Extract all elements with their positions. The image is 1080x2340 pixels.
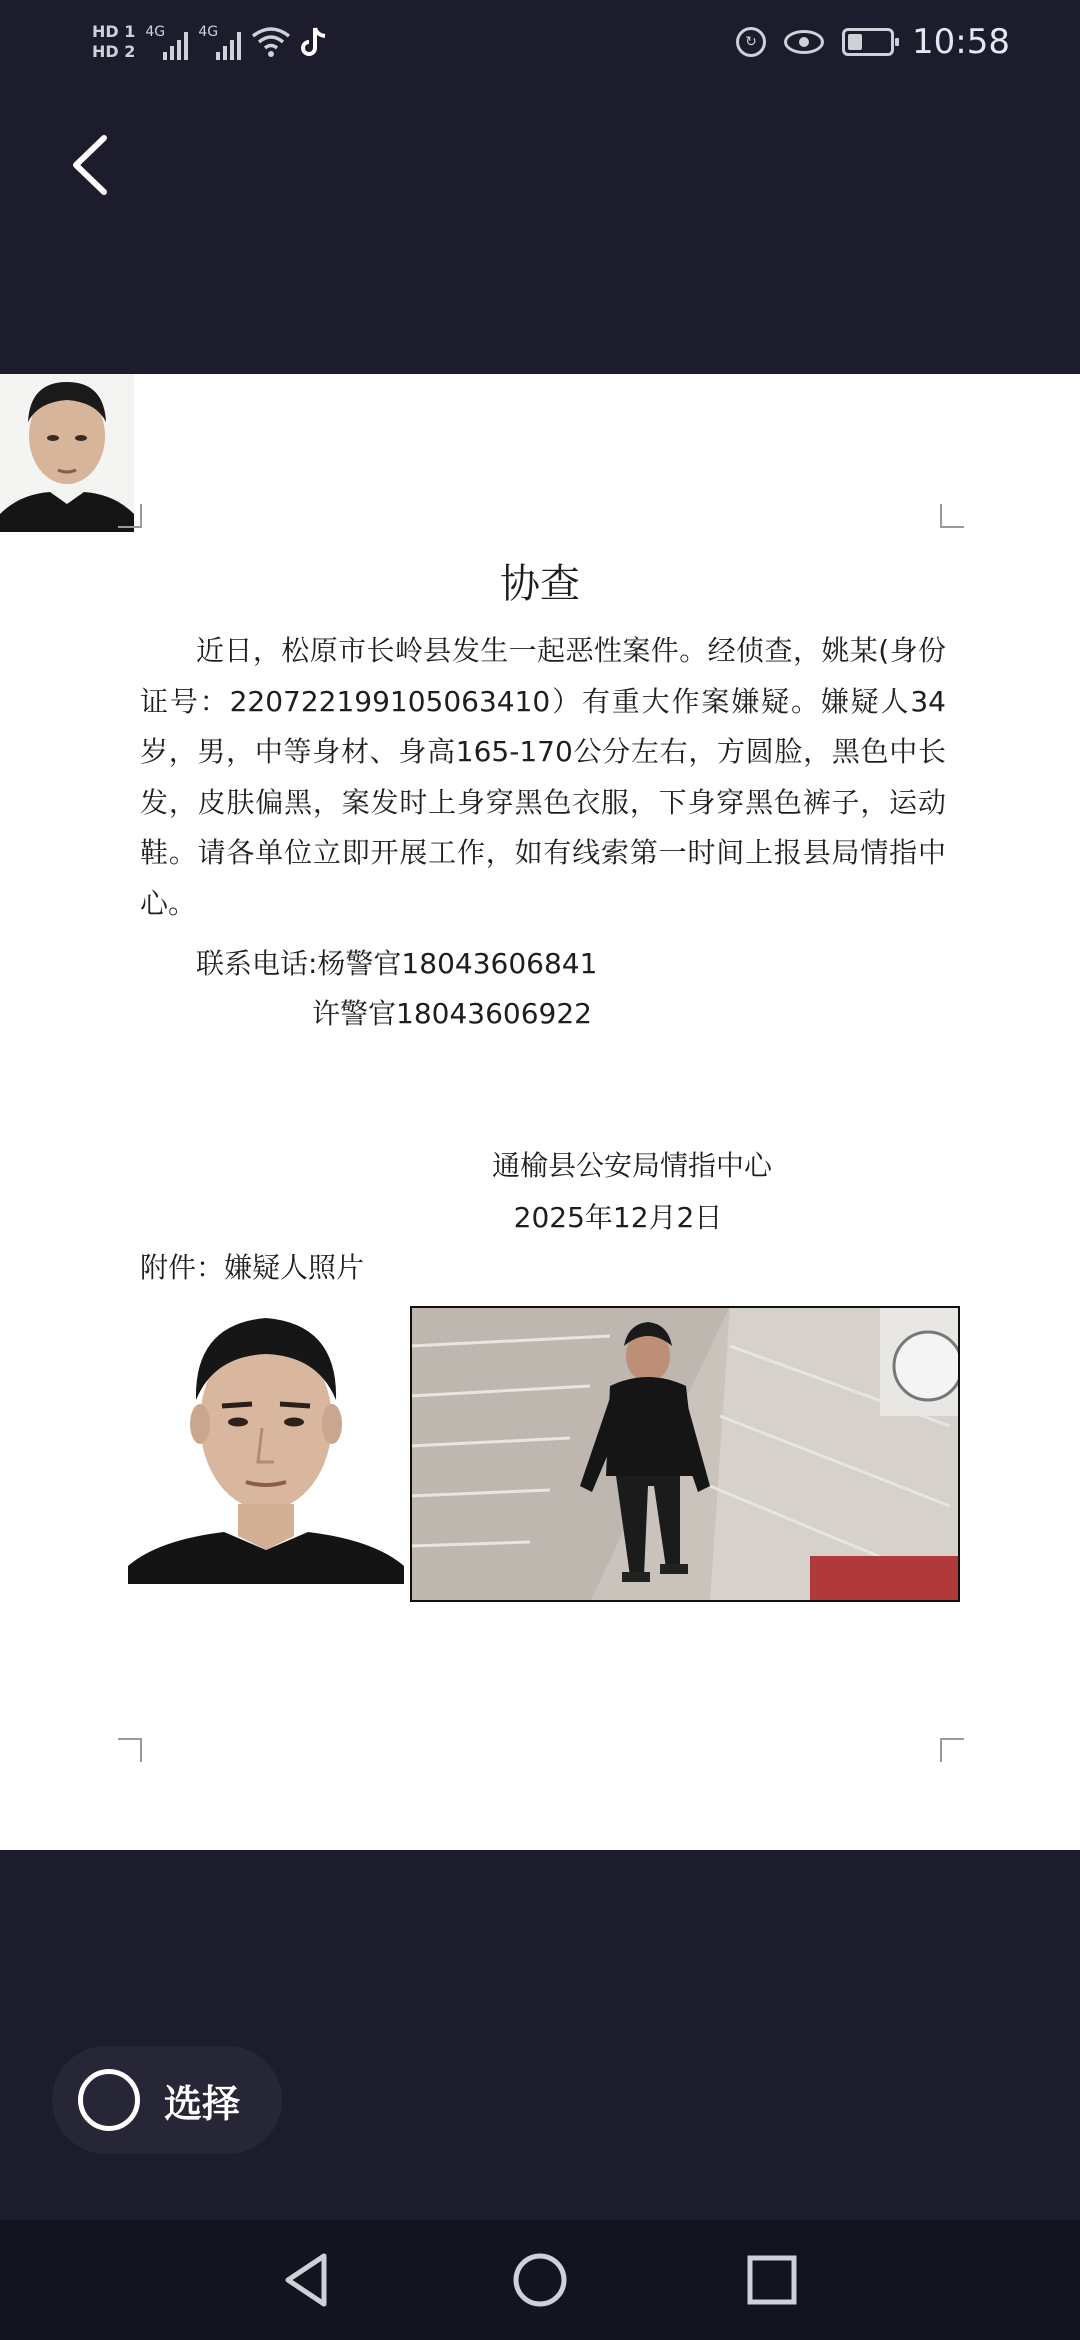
data-saver-icon: ↻	[736, 27, 766, 57]
select-label: 选择	[164, 2081, 241, 2126]
wifi-icon	[251, 26, 291, 58]
status-left	[92, 14, 329, 70]
select-button[interactable]	[52, 2046, 282, 2154]
contact-line-2: 许警官18043606922	[312, 997, 592, 1030]
nav-home-icon[interactable]	[508, 2248, 572, 2312]
issue-date: 2025年12月2日	[513, 1201, 723, 1234]
crop-corner	[940, 504, 964, 528]
battery-icon	[842, 28, 894, 56]
hd2-badge: HD 2	[92, 42, 136, 61]
nav-back-icon[interactable]	[276, 2248, 340, 2312]
cctv-photo	[410, 1306, 960, 1602]
nav-recent-icon[interactable]	[740, 2248, 804, 2312]
select-circle-icon	[78, 2069, 140, 2131]
issuing-organization: 通榆县公安局情指中心	[491, 1149, 772, 1182]
status-bar	[0, 0, 1080, 84]
document-image[interactable]	[0, 374, 1080, 1850]
tiktok-icon	[301, 26, 329, 58]
suspect-portrait	[128, 1304, 404, 1850]
eye-icon	[784, 30, 824, 54]
system-navbar	[0, 2220, 1080, 2340]
document-title: 协查	[500, 561, 580, 607]
chevron-left-icon	[62, 130, 122, 200]
signal-icon: 4G	[145, 24, 188, 60]
crop-corner	[118, 504, 142, 528]
hd1-badge: HD 1	[92, 22, 136, 41]
document-body: 近日，松原市长岭县发生一起恶性案件。经侦查，姚某(身份证号：220722199105063410）有重大作案嫌疑。嫌疑人34岁，男，中等身材、身高165-170公分左右，方圆脸，黑色中长发，皮肤偏黑，案发时上身穿黑色衣服，下身穿黑色裤子，运动鞋。请各单位立即开展工作，如有线索第一时间上报县局情指中心。	[140, 634, 946, 920]
status-right	[736, 14, 1010, 70]
clock: 10:58	[912, 22, 1010, 62]
suspect-thumbnail	[0, 374, 134, 532]
contact-line-1: 联系电话:杨警官18043606841	[196, 947, 598, 980]
attachment-label: 附件：嫌疑人照片	[140, 1251, 365, 1284]
signal-icon: 4G	[198, 24, 241, 60]
crop-corner	[940, 1738, 964, 1762]
back-button[interactable]	[62, 130, 122, 200]
